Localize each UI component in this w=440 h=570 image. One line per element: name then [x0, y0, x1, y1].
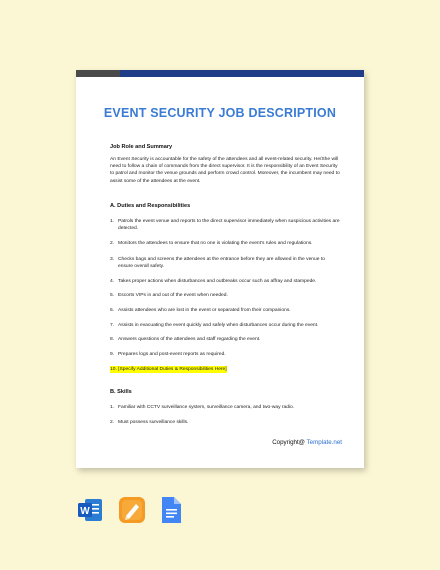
skill-text: Familiar with CCTV surveillance system, surveillance camera, and two-way radio. — [118, 405, 295, 410]
duty-number: 10. — [110, 367, 117, 372]
duty-text: Assists attendees who are lost in the event or separated from their companions. — [118, 308, 291, 313]
duty-item — [110, 336, 340, 343]
duty-number: 2. — [110, 241, 115, 246]
word-letter: W — [80, 506, 90, 517]
duty-item — [110, 240, 340, 247]
duty-number: 5. — [110, 293, 115, 298]
copyright-site: Template.net — [306, 439, 342, 446]
copyright-line — [272, 439, 342, 446]
duty-text: Checks bags and screens the attendees at the entrance before they are allowed in the venue to ensure overall safety. — [118, 257, 325, 270]
placeholder-highlight — [110, 366, 227, 373]
duty-number: 6. — [110, 308, 115, 313]
duty-text: Prepares logs and post-event reports as required. — [118, 352, 226, 357]
skills-heading: B. Skills — [110, 389, 132, 395]
skill-text: Must possess surveillance skills. — [118, 420, 189, 425]
google-docs-icon[interactable] — [157, 496, 185, 524]
skill-item — [110, 419, 340, 426]
duty-text: [Specify Additional Duties & Responsibilities Here] — [118, 367, 227, 372]
duty-number: 3. — [110, 257, 115, 262]
summary-paragraph: An Event Security is accountable for the safety of the attendees and all event-related security. He/She will need to follow a chain of commands from the direct supervisor. It is the responsibility of an Event Security to patrol and monitor the venue grounds and perform crowd control. Moreover, the incumbent may need to assist some of the attendees at the event. — [110, 157, 340, 184]
skill-number: 1. — [110, 405, 115, 410]
document-title: EVENT SECURITY JOB DESCRIPTION — [103, 106, 337, 120]
duty-text: Takes proper actions when disturbances and outbreaks occur such as affray and stampede. — [118, 279, 317, 284]
duty-text: Patrols the event venue and reports to the direct supervisor immediately when suspicious activities are detected. — [118, 219, 340, 232]
duty-number: 9. — [110, 352, 115, 357]
role-heading: Job Role and Summary — [110, 144, 173, 150]
duty-item — [110, 278, 340, 285]
word-icon[interactable] — [76, 496, 104, 524]
copyright-label: Copyright@ — [272, 439, 305, 446]
duty-item — [110, 307, 340, 314]
duty-number: 1. — [110, 219, 115, 224]
duty-item-placeholder — [110, 366, 340, 373]
document-page — [76, 70, 364, 468]
duty-number: 7. — [110, 323, 115, 328]
duty-item — [110, 256, 340, 270]
duty-text: Answers questions of the attendees and staff regarding the event. — [118, 337, 261, 342]
duty-number: 4. — [110, 279, 115, 284]
header-bar-blue — [120, 70, 364, 77]
duty-item — [110, 322, 340, 329]
header-bar-dark — [76, 70, 120, 77]
skill-number: 2. — [110, 420, 115, 425]
duties-heading: A. Duties and Responsibilities — [110, 203, 191, 209]
duty-item — [110, 292, 340, 299]
skill-item — [110, 404, 340, 411]
duty-number: 8. — [110, 337, 115, 342]
duty-item — [110, 351, 340, 358]
duty-text: Escorts VIPs in and out of the event when needed. — [118, 293, 228, 298]
duty-text: Assists in evacuating the event quickly and safely when disturbances occur during the event. — [118, 323, 319, 328]
duty-text: Monitors the attendees to ensure that no one is violating the event's rules and regulations. — [118, 241, 313, 246]
duty-item — [110, 218, 340, 232]
pages-icon[interactable] — [118, 496, 146, 524]
